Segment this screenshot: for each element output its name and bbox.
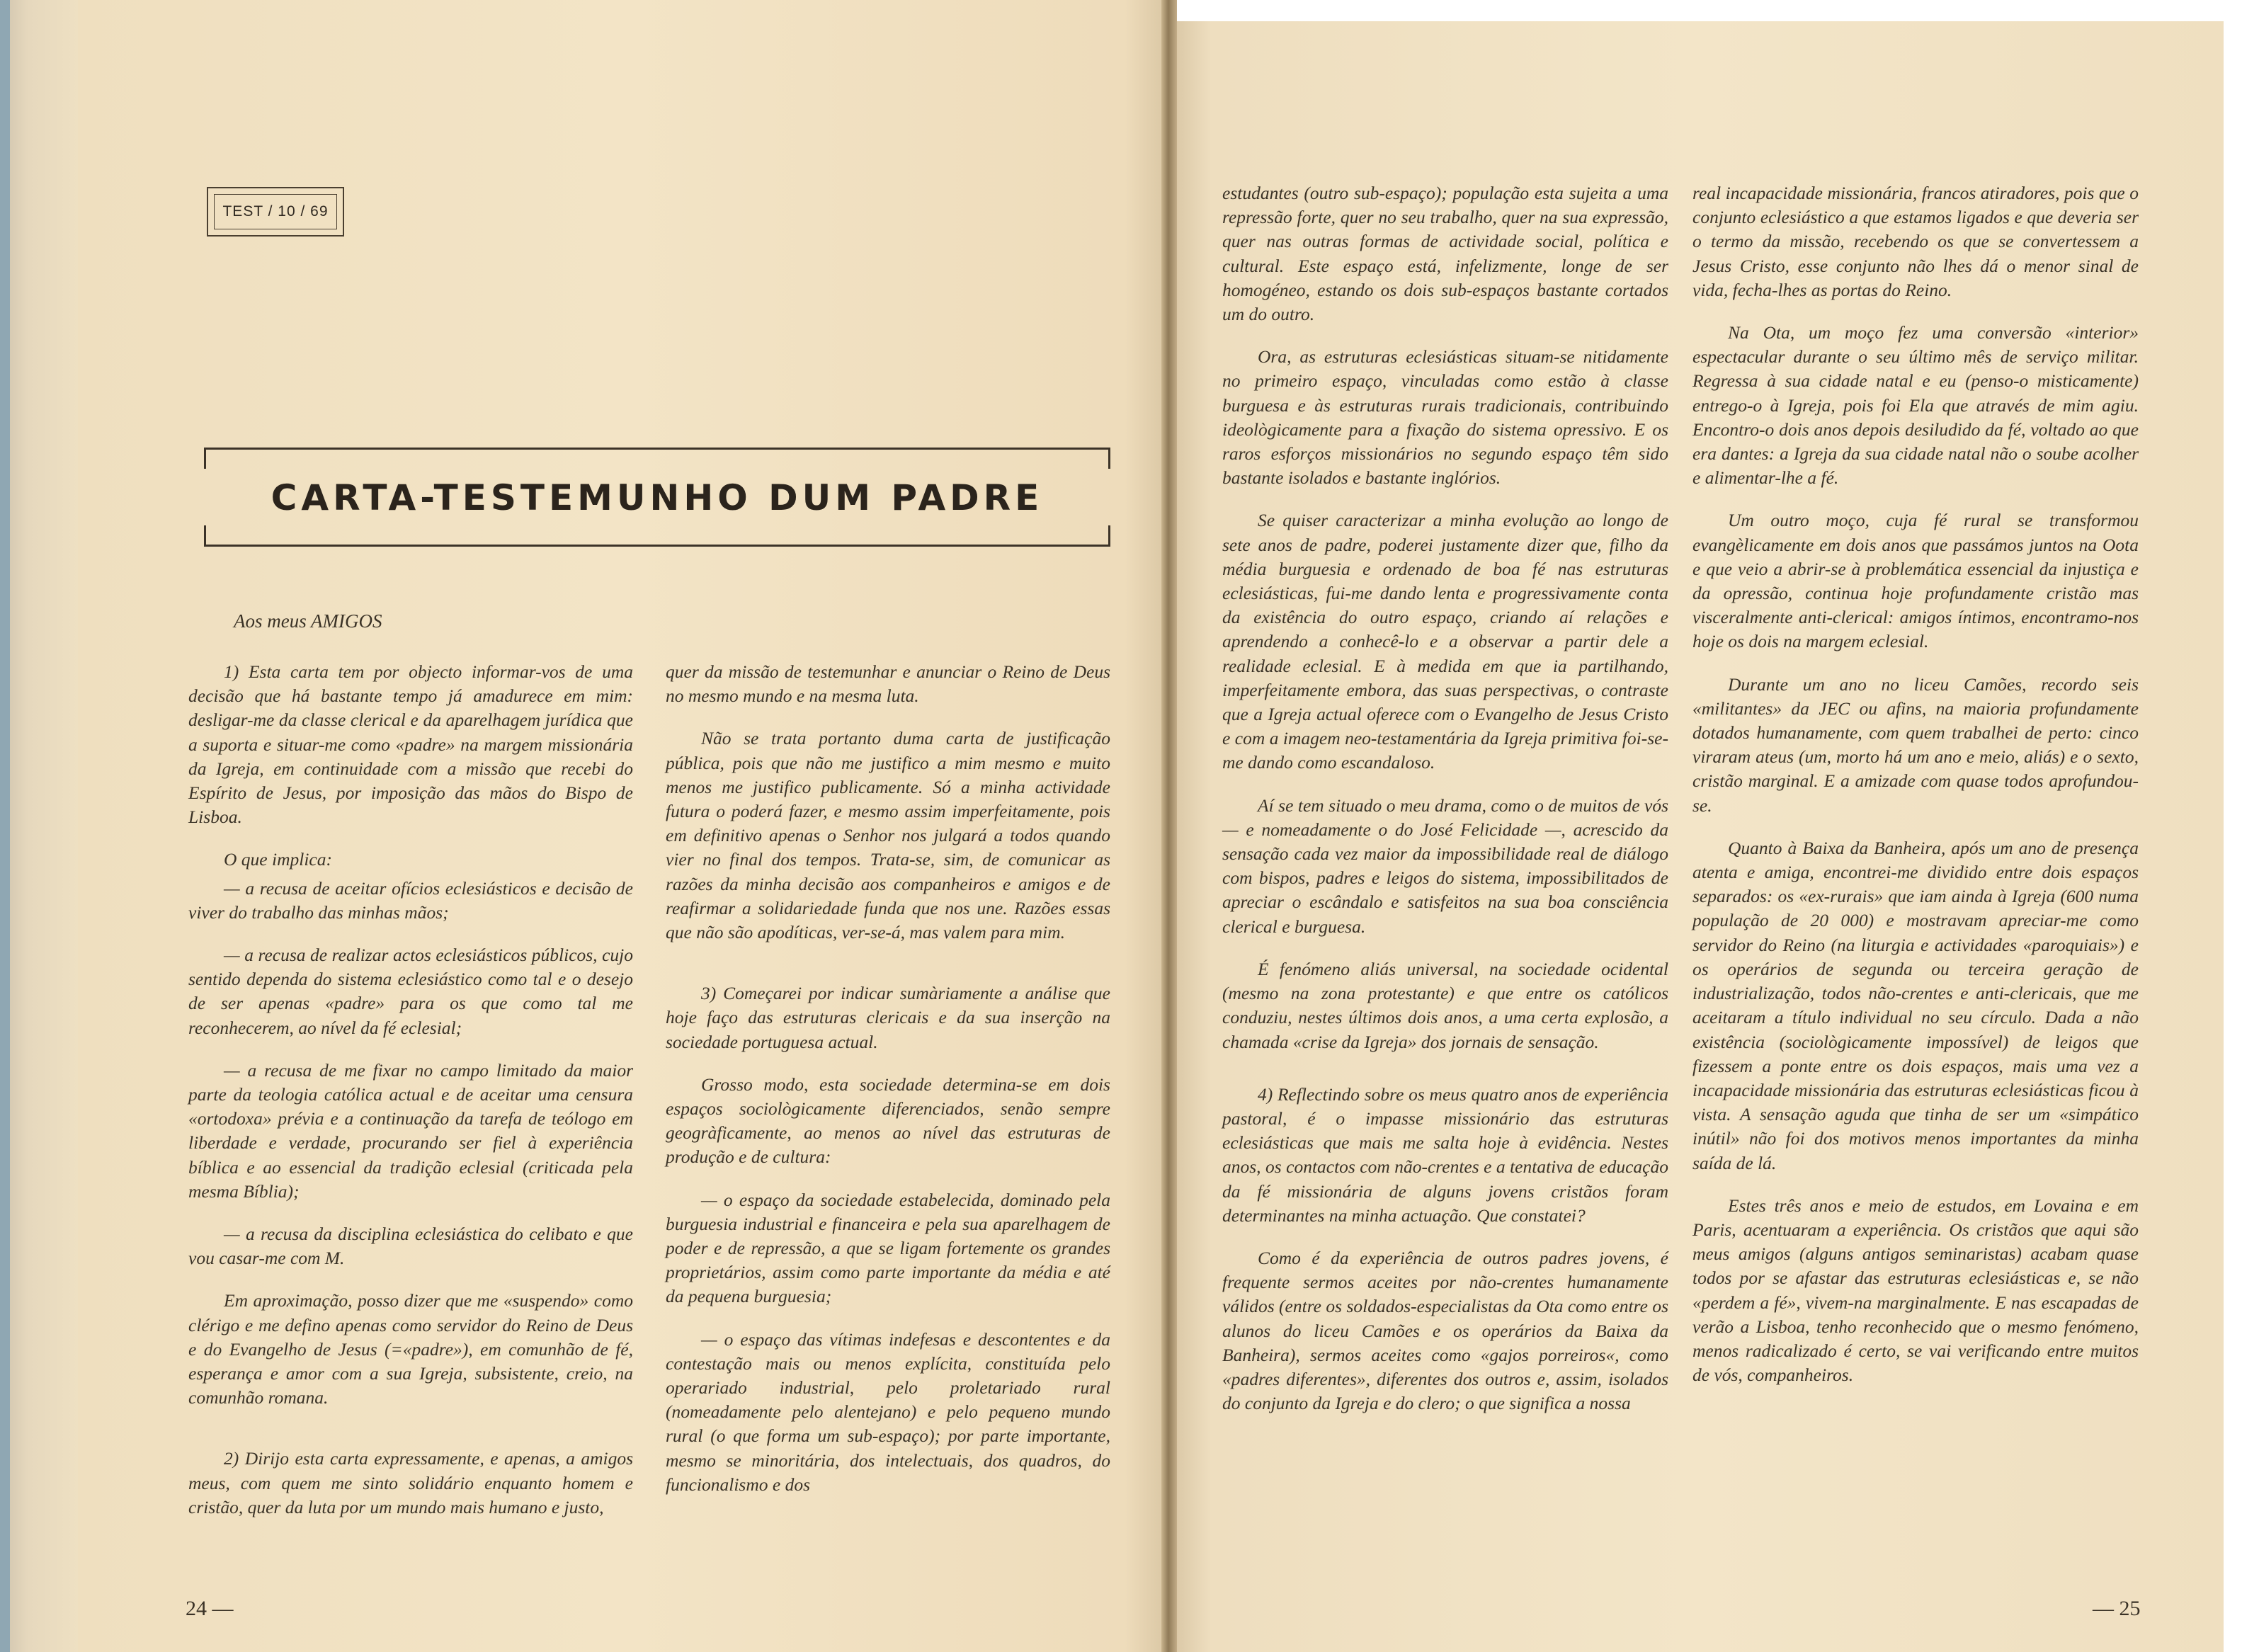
- paragraph: — a recusa da disciplina eclesiástica do celibato e que vou casar-me com M.: [188, 1224, 633, 1269]
- paragraph: Um outro moço, cuja fé rural se transformou evangèlicamente em dois anos que passámos juntos na Oota e que veio a abrir-se à problemática essencial da injustiça e da opressão, continua hoje profundamente cristão mas visceralmente anti-clerical: amigos íntimos, encontramo-nos hoje os dois na margem eclesial.: [1692, 510, 2139, 652]
- title-tick-right-bottom: [1108, 525, 1110, 547]
- text-column-4: [1692, 181, 2139, 1406]
- paragraph: 3) Começarei por indicar sumàriamente a análise que hoje faço das estruturas clericais e da sua inserção na sociedade portuguesa actual.: [666, 983, 1110, 1052]
- paragraph: — o espaço da sociedade estabelecida, dominado pela burguesia industrial e financeira e pela sua aparelhagem de poder e de repressão, a que se ligam fortemente os grandes proprietários, assim como parte importante da média e até da pequena burguesia;: [666, 1189, 1110, 1307]
- paragraph: Ora, as estruturas eclesiásticas situam-se nitidamente no primeiro espaço, vinculadas como estão à classe burguesa e às estruturas rurais tradicionais, contribuindo ideològicamente para a fixação do sistema opressivo. E os raros esforços missionários no segundo espaço têm sido bastante isolados e bastante inglórios.: [1222, 346, 1668, 489]
- paragraph: O que implica:: [224, 849, 332, 870]
- paragraph: quer da missão de testemunhar e anunciar o Reino de Deus no mesmo mundo e na mesma luta.: [666, 661, 1110, 707]
- paragraph: — o espaço das vítimas indefesas e descontentes e da contestação mais ou menos explícita, constituída pelo operariado industrial, pelo proletariado rural (nomeadamente pelo alentejano) e pelo pequeno mundo rural (o que forma um sub-espaço); por parte importante, mesmo se minoritária, dos intelectuais, dos quadros, do funcionalismo e dos: [666, 1328, 1110, 1495]
- title-tick-right-top: [1108, 448, 1110, 469]
- title-tick-left-bottom: [204, 525, 206, 547]
- paragraph: Aí se tem situado o meu drama, como o de muitos de vós — e nomeadamente o do José Felicidade —, acrescido da sensação cada vez maior da impossibilidade real de diálogo com bispos, padres e leigos do sistema, impossibilitados de apreciar o escândalo e satisfeitos na sua boa consciência clerical e burguesa.: [1222, 794, 1668, 937]
- paragraph: 4) Reflectindo sobre os meus quatro anos de experiência pastoral, é o impasse missionário das estruturas eclesiásticas que mais me salta hoje à evidência. Nestes anos, os contactos com não-crentes e a tentativa de educação da fé missionária de alguns jovens cristãos foram determinantes na minha actuação. Que constatei?: [1222, 1083, 1668, 1226]
- issue-stamp-label: TEST / 10 / 69: [214, 194, 337, 229]
- paragraph: Durante um ano no liceu Camões, recordo seis «militantes» da JEC ou afins, na maioria profundamente dotados humanamente, com quem trabalhei de perto: cinco viraram ateus (um, morto há um ano e meio, aliás) e o sexto, cristão marginal. E a amizade com quase todos aprofundou-se.: [1692, 673, 2139, 816]
- paragraph: Quanto à Baixa da Banheira, após um ano de presença atenta e amiga, encontrei-me dividido entre dois espaços separados: os «ex-rurais» que iam ainda à Igreja (600 numa população de 20 000) e mostravam apreciar-me como servidor do Reino (na liturgia e actividades «paroquiais») e os operários de segunda ou terceira geração de industrialização, todos não-crentes e anti-clericais, que me aceitaram a título individual no seu círculo. Dada a não existência (sociològicamente impossível) de leigos que fizessem a ponte entre os dois espaços, mais uma vez a incapacidade missionária das estruturas eclesiásticas ficou à vista. A sensação aguda que tinha de ser um «simpático inútil» não foi dos motivos menos importantes da minha saída de lá.: [1692, 837, 2139, 1173]
- paragraph: Não se trata portanto duma carta de justificação pública, pois que não me justifico a mim mesmo e muito menos me justifico publicamente. Só a minha actividade futura o poderá fazer, e mesmo assim imperfeitamente, pois em definitivo apenas o Senhor nos julgará a todos quando vier no final dos tempos. Trata-se, sim, de comunicar as razões da minha decisão aos companheiros e amigos e de reafirmar a solidariedade funda que nos une. Razões essas que não são apodíticas, ver-se-á, mas valem para mim.: [666, 728, 1110, 943]
- paragraph: — a recusa de realizar actos eclesiásticos públicos, cujo sentido dependa do sistema eclesiástico como tal e o desejo de ser apenas «padre» para os que como tal me reconhecerem, ao nível da fé eclesial;: [188, 945, 633, 1038]
- paragraph: Estes três anos e meio de estudos, em Lovaina e em Paris, acentuaram a experiência. Os cristãos que aqui são meus amigos (alguns antigos seminaristas) acabam quase todos por se afastar das estruturas eclesiásticas e, se não «perdem a fé», vivem-na marginalmente. E nas escapadas de verão a Lisboa, tenho reconhecido que o mesmo fenómeno, menos radicalizado é certo, se vai verificando entre muitos de vós, companheiros.: [1692, 1195, 2139, 1386]
- salutation: Aos meus AMIGOS: [234, 610, 382, 632]
- paragraph: 2) Dirijo esta carta expressamente, e apenas, a amigos meus, com quem me sinto solidário enquanto homem e cristão, quer da luta por um mundo mais humano e justo,: [188, 1448, 633, 1517]
- page-edges: [0, 0, 85, 1652]
- issue-stamp: [207, 187, 344, 237]
- paragraph: — a recusa de aceitar ofícios eclesiásticos e decisão de viver do trabalho das minhas mãos;: [188, 877, 633, 923]
- page-number-left: 24 —: [186, 1597, 234, 1620]
- paragraph: Grosso modo, esta sociedade determina-se em dois espaços sociològicamente diferenciados, senão sempre geogràficamente, ao menos ao nível das estruturas de produção e de cultura:: [666, 1073, 1110, 1168]
- paragraph: Em aproximação, posso dizer que me «suspendo» como clérigo e me defino apenas como servidor do Reino de Deus e do Evangelho de Jesus (=«padre»), em comunhão de fé, esperança e amor com a sua Igreja, subsistente, creio, na comunhão romana.: [188, 1290, 633, 1408]
- book-gutter: [1161, 0, 1177, 1652]
- paragraph: estudantes (outro sub-espaço); população esta sujeita a uma repressão forte, quer no seu trabalho, quer na sua expressão, quer nas outras formas de actividade social, política e cultural. Este espaço está, infelizmente, longe de ser homogéneo, estando os dois sub-espaços bastante cortados um do outro.: [1222, 183, 1668, 325]
- paragraph: Como é da experiência de outros padres jovens, é frequente sermos aceites por não-crentes humanamente válidos (entre os soldados-especialistas da Ota como entre os alunos do liceu Camões e os operários da Baixa da Banheira), sermos aceites como «gajos porreiros«, como «padres diferentes», diferentes dos outros e, assim, isolados do conjunto da Igreja e do clero; o que significa a nossa: [1222, 1247, 1668, 1414]
- text-column-2: [666, 660, 1110, 1515]
- title-rule-top: [204, 448, 1110, 450]
- title-tick-left-top: [204, 448, 206, 469]
- paragraph: real incapacidade missionária, francos atiradores, pois que o conjunto eclesiástico a que estamos ligados e que deveria ser o termo da missão, recebendo os que se convertessem a Jesus Cristo, esse conjunto não lhes dá o menor sinal de vida, fecha-lhes as portas do Reino.: [1692, 183, 2139, 300]
- paragraph: 1) Esta carta tem por objecto informar-vos de uma decisão que há bastante tempo já amadurece em mim: desligar-me da classe clerical e da aparelhagem jurídica que a suporta e situar-me como «padre» na margem missionária da Igreja, em continuidade com a missão que recebi do Espírito de Jesus, por imposição das mãos do Bispo de Lisboa.: [188, 661, 633, 828]
- paragraph: — a recusa de me fixar no campo limitado da maior parte da teologia católica actual e de aceitar uma censura «ortodoxa» prévia e a continuação da tarefa de teólogo em liberdade e verdade, procurando ser fiel à experiência bíblica e ao essencial da tradição eclesial (criticada pela mesma Bíblia);: [188, 1059, 633, 1202]
- paragraph: É fenómeno aliás universal, na sociedade ocidental (mesmo na zona protestante) e que entre os católicos conduziu, nestes últimos dois anos, a uma certa explosão, a chamada «crise da Igreja» dos jornais de sensação.: [1222, 958, 1668, 1052]
- paragraph: Na Ota, um moço fez uma conversão «interior» espectacular durante o seu último mês de serviço militar. Regressa à sua cidade natal e eu (penso-o misticamente) entrego-o à Igreja, pois foi Ela que através de mim agiu. Encontro-o dois anos depois desiludido da fé, voltado ao que era dantes: a Igreja da sua cidade natal não o soube acolher e alimentar-lhe a fé.: [1692, 322, 2139, 489]
- page-number-right: — 25: [2093, 1597, 2141, 1620]
- title-rule-bottom: [204, 545, 1110, 547]
- background-strip: [0, 0, 10, 1652]
- title-box: [204, 448, 1110, 547]
- paragraph: Se quiser caracterizar a minha evolução ao longo de sete anos de padre, poderei justamente dizer que, filho da média burguesia e ordenado de boa fé nas estruturas eclesiásticas, fui-me dando lenta e progressivamente conta da existência do outro espaço, criando aí relações e aprendendo a conhecê-lo e a observar a partir dele a realidade eclesial. E à medida em que ia partilhando, imperfeitamente embora, das suas perspectivas, o contraste que a Igreja actual oferece com o Evangelho de Jesus Cristo e com a imagem neo-testamentária da Igreja primitiva foi-se-me dando como escandaloso.: [1222, 510, 1668, 773]
- right-margin: [2224, 0, 2242, 1652]
- text-column-1: [188, 660, 633, 1538]
- text-column-3: [1222, 181, 1668, 1434]
- article-title: CARTA-TESTEMUNHO DUM PADRE: [271, 477, 1044, 518]
